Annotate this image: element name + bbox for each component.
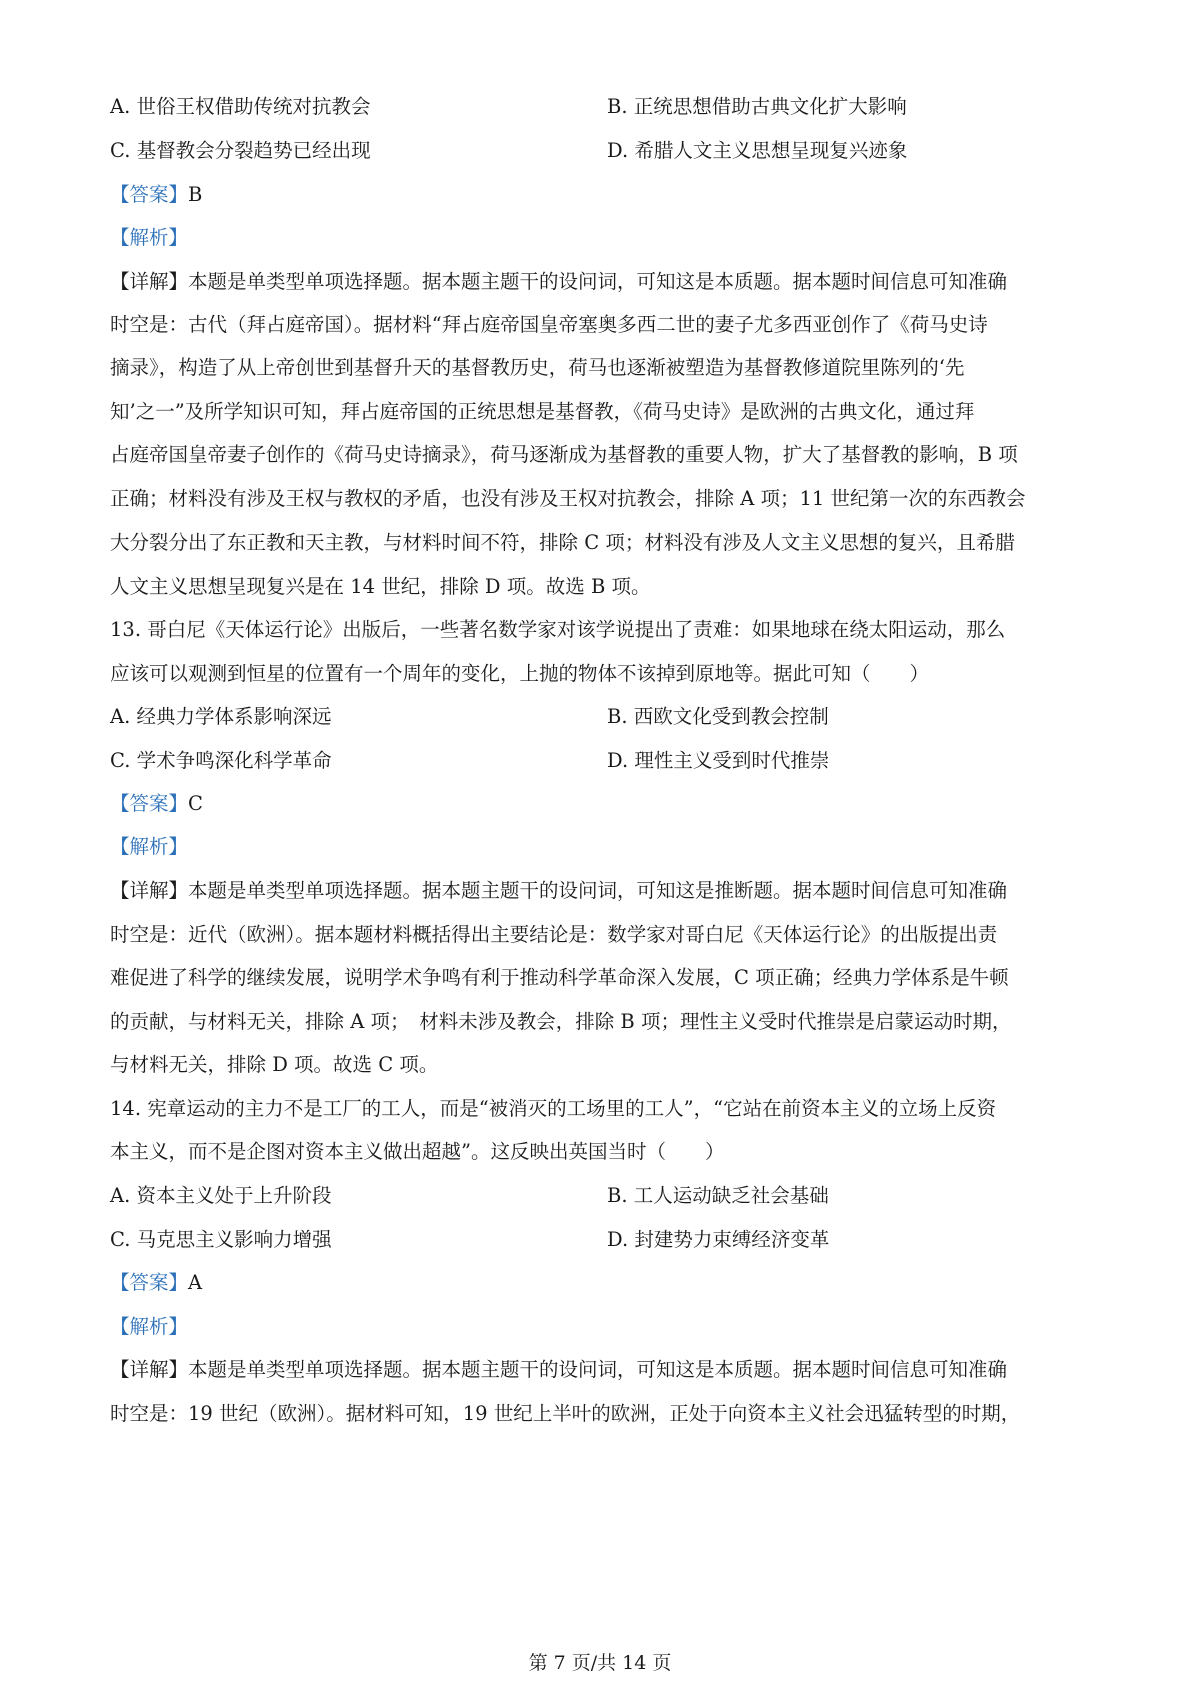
q12-detail-line: 摘录》，构造了从上帝创世到基督升天的基督教历史，荷马也逐渐被塑造为基督教修道院里陈列的‘先 [110, 356, 965, 379]
q12-detail-line: 大分裂分出了东正教和天主教，与材料时间不符，排除 C 项；材料没有涉及人文主义思想的复兴，且希腊 [110, 531, 1015, 554]
q12-answer-value: B [188, 183, 203, 206]
q12-detail-tag: 【详解】 [110, 270, 189, 293]
q12-detail-line: 占庭帝国皇帝妻子创作的《荷马史诗摘录》，荷马逐渐成为基督教的重要人物，扩大了基督教的影响，B 项 [110, 443, 1018, 466]
q13-detail-text: 本题是单类型单项选择题。据本题主题干的设问词，可知这是推断题。据本题时间信息可知准确 [188, 879, 1008, 902]
q12-option-d: D. 希腊人文主义思想呈现复兴迹象 [607, 139, 908, 162]
q12-detail-line: 人文主义思想呈现复兴是在 14 世纪，排除 D 项。故选 B 项。 [110, 575, 651, 598]
q13-options-row-1 [110, 702, 1095, 732]
q13-detail-line: 的贡献，与材料无关，排除 A 项； 材料未涉及教会，排除 B 项；理性主义受时代推崇是启蒙运动时期， [110, 1010, 1012, 1033]
q12-options-row-2 [110, 136, 1095, 166]
q14-options-row-1 [110, 1181, 1095, 1211]
q12-analysis-heading [110, 223, 1095, 253]
q14-detail-line: 时空是：19 世纪（欧洲）。据材料可知，19 世纪上半叶的欧洲，正处于向资本主义社会迅猛转型的时期， [110, 1402, 1021, 1425]
q14-options-row-2 [110, 1225, 1095, 1255]
q14-answer [110, 1268, 1095, 1298]
q14-option-b: B. 工人运动缺乏社会基础 [607, 1184, 829, 1207]
q12-detail-line [110, 267, 1095, 297]
q13-answer [110, 789, 1095, 819]
q14-detail-text: 本题是单类型单项选择题。据本题主题干的设问词，可知这是本质题。据本题时间信息可知准确 [188, 1358, 1008, 1381]
q12-option-b: B. 正统思想借助古典文化扩大影响 [607, 95, 907, 118]
page-number-footer: 第 7 页/共 14 页 [528, 1652, 672, 1674]
q14-option-d: D. 封建势力束缚经济变革 [607, 1228, 830, 1251]
q14-detail-tag: 【详解】 [110, 1358, 189, 1381]
q13-option-c: C. 学术争鸣深化科学革命 [110, 749, 332, 772]
q13-answer-tag: 【答案】 [110, 792, 189, 815]
q14-stem-line: 14. 宪章运动的主力不是工厂的工人，而是“被消灭的工场里的工人”，“它站在前资本主义的立场上反资 [110, 1097, 997, 1120]
q14-stem-line: 本主义，而不是企图对资本主义做出超越”。这反映出英国当时（ ） [110, 1140, 725, 1163]
q13-analysis-heading [110, 832, 1095, 862]
q12-detail-line: 时空是：古代（拜占庭帝国）。据材料“拜占庭帝国皇帝塞奥多西二世的妻子尤多西亚创作了《荷马史诗 [110, 313, 988, 336]
q13-detail-line: 难促进了科学的继续发展，说明学术争鸣有利于推动科学革命深入发展，C 项正确；经典力学体系是牛顿 [110, 966, 1009, 989]
q13-option-a: A. 经典力学体系影响深远 [110, 705, 332, 728]
q14-detail-line [110, 1355, 1095, 1385]
q12-detail-line: 正确；材料没有涉及王权与教权的矛盾，也没有涉及王权对抗教会，排除 A 项；11 世纪第一次的东西教会 [110, 487, 1026, 510]
q12-analysis-tag: 【解析】 [110, 226, 189, 249]
q14-answer-value: A [188, 1271, 203, 1294]
q13-option-d: D. 理性主义受到时代推崇 [607, 749, 830, 772]
q12-option-a: A. 世俗王权借助传统对抗教会 [110, 95, 371, 118]
q14-analysis-heading [110, 1312, 1095, 1342]
q13-detail-line: 与材料无关，排除 D 项。故选 C 项。 [110, 1053, 439, 1076]
q13-stem-line: 13. 哥白尼《天体运行论》出版后，一些著名数学家对该学说提出了责难：如果地球在绕太阳运动，那么 [110, 618, 1006, 641]
q13-analysis-tag: 【解析】 [110, 835, 189, 858]
q13-detail-line: 时空是：近代（欧洲）。据本题材料概括得出主要结论是：数学家对哥白尼《天体运行论》的出版提出责 [110, 923, 998, 946]
q12-option-c: C. 基督教会分裂趋势已经出现 [110, 139, 371, 162]
q12-detail-line: 知’之一”及所学知识可知，拜占庭帝国的正统思想是基督教，《荷马史诗》是欧洲的古典文化，通过拜 [110, 400, 975, 423]
q12-answer-tag: 【答案】 [110, 183, 189, 206]
q14-analysis-tag: 【解析】 [110, 1315, 189, 1338]
q12-options-row-1 [110, 92, 1095, 122]
q13-options-row-2 [110, 746, 1095, 776]
q13-option-b: B. 西欧文化受到教会控制 [607, 705, 829, 728]
q13-answer-value: C [188, 792, 203, 815]
q14-answer-tag: 【答案】 [110, 1271, 189, 1294]
q12-answer [110, 180, 1095, 210]
q12-detail-text: 本题是单类型单项选择题。据本题主题干的设问词，可知这是本质题。据本题时间信息可知准确 [188, 270, 1008, 293]
q14-option-c: C. 马克思主义影响力增强 [110, 1228, 332, 1251]
q13-stem-line: 应该可以观测到恒星的位置有一个周年的变化，上抛的物体不该掉到原地等。据此可知（ ） [110, 662, 930, 685]
q13-detail-tag: 【详解】 [110, 879, 189, 902]
q13-detail-line [110, 876, 1095, 906]
q14-option-a: A. 资本主义处于上升阶段 [110, 1184, 332, 1207]
